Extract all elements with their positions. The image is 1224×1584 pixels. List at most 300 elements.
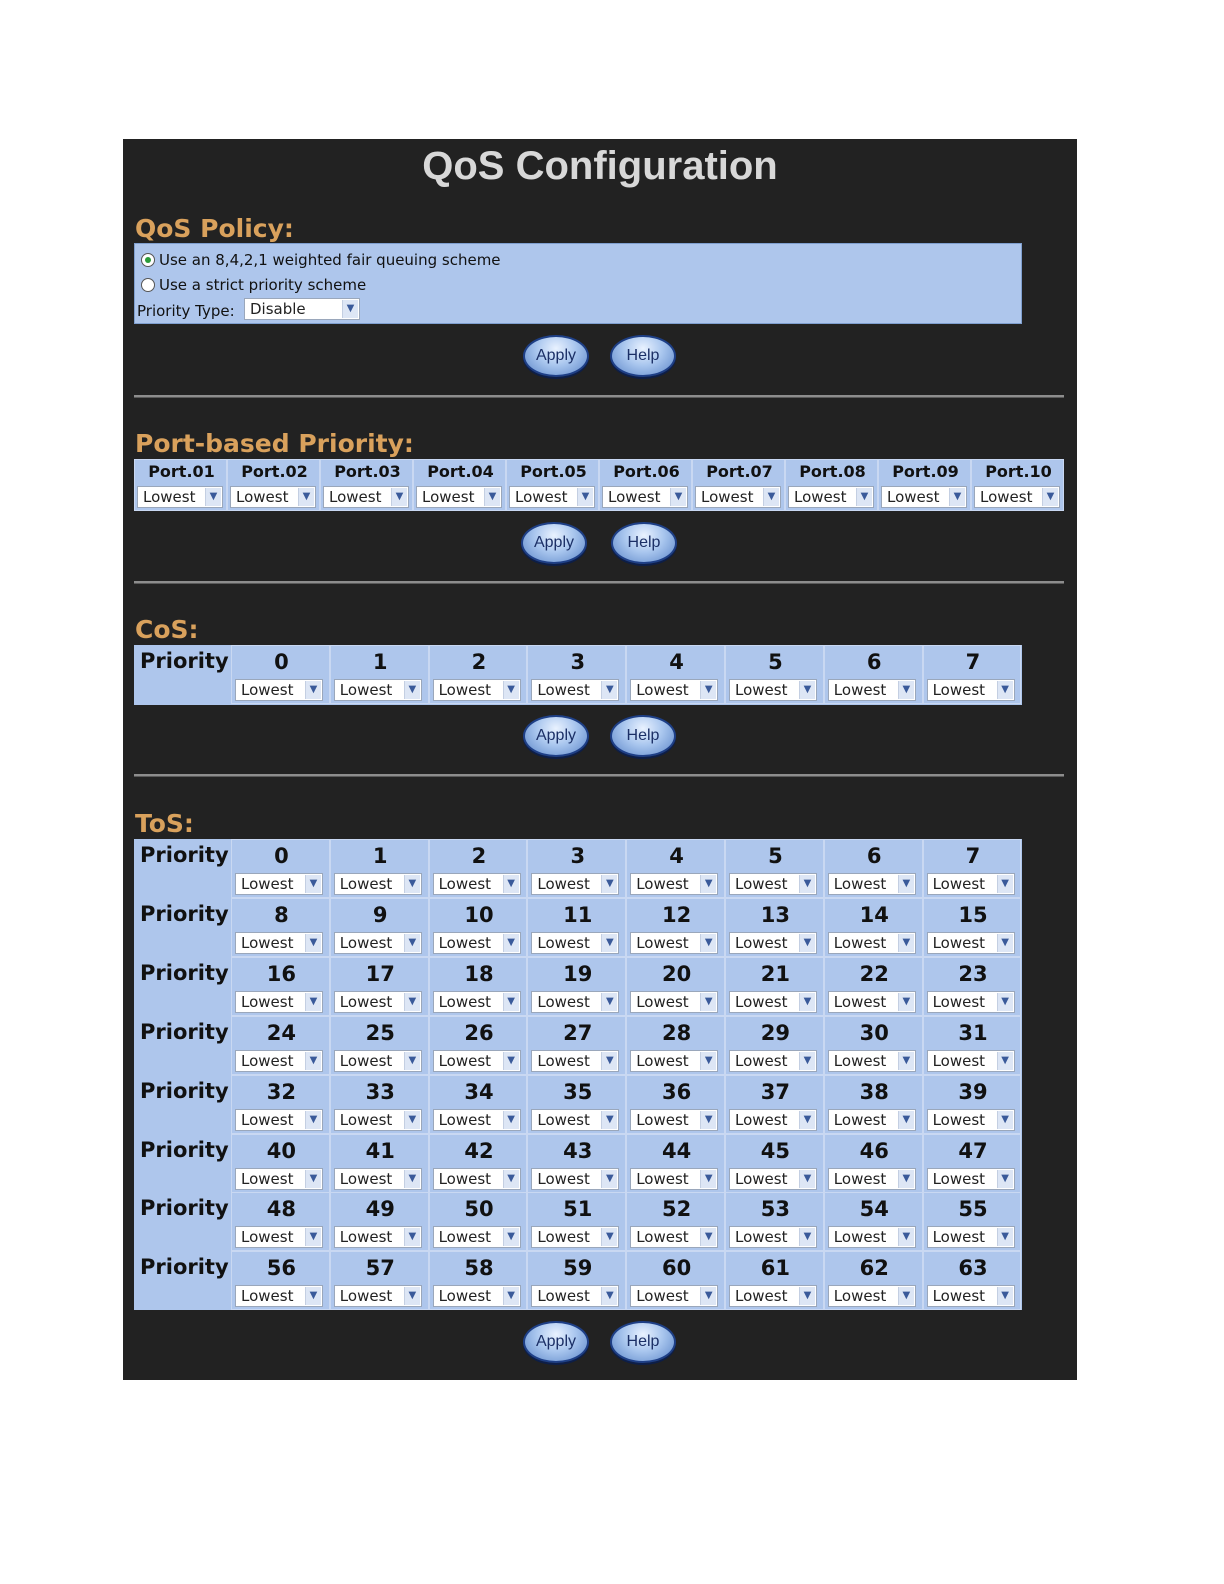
priority-cell xyxy=(626,645,725,704)
priority-select[interactable] xyxy=(235,873,323,895)
chevron-down-icon: ▼ xyxy=(670,488,686,506)
chevron-down-icon: ▼ xyxy=(700,934,716,952)
chevron-down-icon: ▼ xyxy=(997,934,1013,952)
priority-header: 57 xyxy=(365,1256,395,1281)
priority-select[interactable] xyxy=(531,1109,619,1131)
select-value: Lowest xyxy=(932,681,986,699)
chevron-down-icon: ▼ xyxy=(342,300,358,318)
priority-header: 16 xyxy=(266,961,297,986)
priority-select[interactable] xyxy=(235,1050,323,1072)
chevron-down-icon: ▼ xyxy=(404,1228,420,1246)
select-value: Lowest xyxy=(932,875,986,893)
priority-select[interactable] xyxy=(630,679,718,701)
priority-cell xyxy=(725,1075,824,1134)
priority-row-label: Priority xyxy=(140,1019,229,1044)
priority-select[interactable] xyxy=(729,1109,817,1131)
priority-row-label: Priority xyxy=(140,1137,229,1162)
chevron-down-icon: ▼ xyxy=(601,875,617,893)
select-value: Lowest xyxy=(438,1287,492,1306)
priority-header: 7 xyxy=(965,844,981,868)
priority-header: 46 xyxy=(859,1138,889,1163)
priority-header: 5 xyxy=(768,844,783,868)
priority-select[interactable] xyxy=(235,679,323,701)
chevron-down-icon: ▼ xyxy=(763,488,779,506)
priority-cell xyxy=(824,839,923,898)
select-value: Lowest xyxy=(608,488,661,506)
chevron-down-icon: ▼ xyxy=(898,993,914,1011)
priority-row-label: Priority xyxy=(140,1196,229,1221)
priority-header: 52 xyxy=(661,1197,692,1222)
chevron-down-icon: ▼ xyxy=(898,1052,914,1070)
chevron-down-icon: ▼ xyxy=(391,488,407,506)
priority-select[interactable] xyxy=(531,679,619,701)
priority-cell xyxy=(330,898,429,957)
chevron-down-icon: ▼ xyxy=(898,1228,914,1246)
priority-header: 47 xyxy=(958,1138,988,1163)
chevron-down-icon: ▼ xyxy=(898,1287,914,1305)
select-value: Lowest xyxy=(438,1169,492,1188)
priority-header: 40 xyxy=(266,1138,297,1163)
priority-select[interactable] xyxy=(630,1168,718,1190)
select-value: Lowest xyxy=(241,1228,294,1247)
select-value: Lowest xyxy=(932,1228,986,1247)
wfq-radio[interactable] xyxy=(141,253,155,267)
chevron-down-icon: ▼ xyxy=(700,1287,716,1305)
priority-header: 54 xyxy=(859,1197,889,1222)
port-priority-select[interactable] xyxy=(230,486,316,508)
priority-header: 8 xyxy=(274,902,289,927)
port-priority-select[interactable] xyxy=(881,486,967,508)
port-cell xyxy=(878,459,971,511)
priority-cell xyxy=(527,645,626,704)
priority-select[interactable] xyxy=(927,991,1015,1013)
priority-select[interactable] xyxy=(630,1226,718,1248)
chevron-down-icon: ▼ xyxy=(1042,488,1058,506)
priority-cell xyxy=(429,1134,528,1193)
port-priority-select[interactable] xyxy=(416,486,502,508)
priority-select[interactable] xyxy=(531,1285,619,1307)
priority-header: 3 xyxy=(570,844,586,868)
chevron-down-icon: ▼ xyxy=(700,1170,716,1188)
priority-select[interactable] xyxy=(531,932,619,954)
chevron-down-icon: ▼ xyxy=(305,1287,321,1305)
priority-select[interactable] xyxy=(531,1168,619,1190)
priority-header: 58 xyxy=(464,1256,494,1281)
priority-select[interactable] xyxy=(828,932,916,954)
chevron-down-icon: ▼ xyxy=(799,1287,815,1305)
priority-header: 43 xyxy=(563,1138,593,1163)
select-value: Lowest xyxy=(537,1169,590,1188)
priority-row-label: Priority xyxy=(140,960,229,985)
select-value: Lowest xyxy=(636,1169,689,1188)
port-help-button[interactable]: Help xyxy=(611,522,677,564)
priority-select[interactable] xyxy=(334,873,422,895)
port-cell xyxy=(599,459,692,511)
port-cell xyxy=(785,459,878,511)
priority-select[interactable] xyxy=(334,1285,422,1307)
priority-cell xyxy=(725,957,824,1016)
chevron-down-icon: ▼ xyxy=(404,934,420,952)
chevron-down-icon: ▼ xyxy=(503,1170,519,1188)
priority-select[interactable] xyxy=(334,932,422,954)
priority-cell xyxy=(626,957,725,1016)
priority-select[interactable] xyxy=(531,991,619,1013)
chevron-down-icon: ▼ xyxy=(949,488,965,506)
select-value: Lowest xyxy=(438,992,492,1011)
priority-select[interactable] xyxy=(927,1226,1015,1248)
priority-cell xyxy=(626,1251,725,1310)
select-value: Lowest xyxy=(241,1169,294,1188)
priority-header: 22 xyxy=(859,961,889,986)
priority-row-label: Priority xyxy=(140,901,229,926)
priority-select[interactable] xyxy=(828,1050,916,1072)
port-header: Port.05 xyxy=(520,462,587,481)
priority-select[interactable] xyxy=(235,1226,323,1248)
chevron-down-icon: ▼ xyxy=(601,681,617,699)
priority-select[interactable] xyxy=(235,1285,323,1307)
priority-header: 9 xyxy=(372,902,388,927)
priority-select[interactable] xyxy=(433,1285,521,1307)
chevron-down-icon: ▼ xyxy=(601,1228,617,1246)
priority-row-label: Priority xyxy=(140,649,229,673)
policy-help-button[interactable]: Help xyxy=(610,335,676,377)
priority-cell xyxy=(626,898,725,957)
priority-cell xyxy=(231,898,330,957)
priority-header: 55 xyxy=(958,1197,988,1222)
priority-header: 1 xyxy=(372,844,388,868)
select-value: Lowest xyxy=(833,992,887,1011)
priority-cell xyxy=(923,1192,1022,1251)
priority-header: 0 xyxy=(274,650,289,674)
strict-radio[interactable] xyxy=(141,278,155,292)
chevron-down-icon: ▼ xyxy=(898,934,914,952)
priority-cell xyxy=(330,1075,429,1134)
priority-cell xyxy=(626,1075,725,1134)
priority-header: 23 xyxy=(958,961,988,986)
port-header: Port.09 xyxy=(892,462,959,481)
priority-select[interactable] xyxy=(433,932,521,954)
select-value: Lowest xyxy=(636,681,689,699)
priority-header: 7 xyxy=(965,650,981,674)
select-value: Lowest xyxy=(794,488,847,506)
priority-select[interactable] xyxy=(927,1050,1015,1072)
priority-cell xyxy=(527,1251,626,1310)
select-value: Lowest xyxy=(241,1287,294,1306)
priority-select[interactable] xyxy=(433,1226,521,1248)
priority-select[interactable] xyxy=(927,1285,1015,1307)
port-priority-select[interactable] xyxy=(323,486,409,508)
select-value: Lowest xyxy=(980,488,1033,506)
select-value: Lowest xyxy=(515,488,568,506)
priority-header: 14 xyxy=(859,902,889,927)
priority-select[interactable] xyxy=(630,873,718,895)
priority-header: 17 xyxy=(365,961,395,986)
policy-option-strict[interactable] xyxy=(141,274,366,296)
chevron-down-icon: ▼ xyxy=(305,875,321,893)
priority-header: 6 xyxy=(866,650,882,674)
chevron-down-icon: ▼ xyxy=(898,1170,914,1188)
chevron-down-icon: ▼ xyxy=(997,1228,1013,1246)
priority-select[interactable] xyxy=(828,679,916,701)
select-value: Lowest xyxy=(636,1110,689,1129)
priority-header: 59 xyxy=(563,1256,593,1281)
priority-select[interactable] xyxy=(235,991,323,1013)
priority-select[interactable] xyxy=(729,991,817,1013)
priority-header: 11 xyxy=(563,902,593,927)
priority-cell xyxy=(527,1075,626,1134)
priority-select[interactable] xyxy=(433,679,521,701)
priority-select[interactable] xyxy=(927,1168,1015,1190)
priority-select[interactable] xyxy=(334,679,422,701)
select-value: Lowest xyxy=(236,488,289,506)
priority-select[interactable] xyxy=(630,1050,718,1072)
priority-cell xyxy=(824,957,923,1016)
priority-cell xyxy=(330,1016,429,1075)
port-cell xyxy=(320,459,413,511)
select-value: Lowest xyxy=(339,1169,393,1188)
priority-header: 63 xyxy=(958,1256,988,1281)
priority-cell xyxy=(824,1192,923,1251)
priority-cell xyxy=(231,1251,330,1310)
priority-select[interactable] xyxy=(235,932,323,954)
priority-select[interactable] xyxy=(531,873,619,895)
priority-select[interactable] xyxy=(630,1109,718,1131)
priority-select[interactable] xyxy=(334,991,422,1013)
select-value: Lowest xyxy=(735,992,788,1011)
select-value: Lowest xyxy=(422,488,475,506)
priority-select[interactable] xyxy=(927,679,1015,701)
chevron-down-icon: ▼ xyxy=(601,1287,617,1305)
port-priority-select[interactable] xyxy=(602,486,688,508)
priority-select[interactable] xyxy=(433,1168,521,1190)
priority-select[interactable] xyxy=(729,679,817,701)
select-value: Lowest xyxy=(339,1110,393,1129)
select-value: Lowest xyxy=(735,875,788,893)
chevron-down-icon: ▼ xyxy=(503,875,519,893)
priority-type-select[interactable] xyxy=(244,298,360,320)
priority-cell xyxy=(923,1075,1022,1134)
chevron-down-icon: ▼ xyxy=(404,1287,420,1305)
port-cell xyxy=(692,459,785,511)
chevron-down-icon: ▼ xyxy=(503,1052,519,1070)
tos-apply-button[interactable]: Apply xyxy=(523,1321,589,1363)
priority-cell xyxy=(330,839,429,898)
priority-cell xyxy=(429,1251,528,1310)
select-value: Lowest xyxy=(537,1110,590,1129)
port-header: Port.01 xyxy=(148,462,215,481)
priority-cell xyxy=(231,1075,330,1134)
port-apply-button[interactable]: Apply xyxy=(521,522,587,564)
chevron-down-icon: ▼ xyxy=(305,934,321,952)
priority-select[interactable] xyxy=(433,1050,521,1072)
chevron-down-icon: ▼ xyxy=(205,488,221,506)
chevron-down-icon: ▼ xyxy=(503,1287,519,1305)
chevron-down-icon: ▼ xyxy=(997,875,1013,893)
priority-select[interactable] xyxy=(729,932,817,954)
priority-cell xyxy=(923,1134,1022,1193)
chevron-down-icon: ▼ xyxy=(601,1170,617,1188)
priority-select[interactable] xyxy=(531,1050,619,1072)
priority-cell xyxy=(330,1251,429,1310)
priority-select[interactable] xyxy=(828,1226,916,1248)
priority-header: 3 xyxy=(570,650,586,674)
priority-cell xyxy=(626,839,725,898)
priority-header: 42 xyxy=(464,1138,494,1163)
priority-cell xyxy=(330,645,429,704)
priority-cell xyxy=(626,1134,725,1193)
port-priority-select[interactable] xyxy=(509,486,595,508)
select-value: Lowest xyxy=(537,681,590,699)
priority-select[interactable] xyxy=(334,1109,422,1131)
priority-select[interactable] xyxy=(433,1109,521,1131)
priority-cell xyxy=(824,1134,923,1193)
select-value: Lowest xyxy=(339,992,393,1011)
policy-apply-button[interactable]: Apply xyxy=(523,335,589,377)
chevron-down-icon: ▼ xyxy=(404,1170,420,1188)
port-priority-select[interactable] xyxy=(137,486,223,508)
chevron-down-icon: ▼ xyxy=(305,681,321,699)
priority-cell xyxy=(527,898,626,957)
select-value: Lowest xyxy=(735,1287,788,1306)
chevron-down-icon: ▼ xyxy=(404,681,420,699)
select-value: Lowest xyxy=(438,1110,492,1129)
priority-header: 50 xyxy=(464,1197,494,1222)
priority-select[interactable] xyxy=(828,1285,916,1307)
chevron-down-icon: ▼ xyxy=(997,1170,1013,1188)
priority-select[interactable] xyxy=(630,932,718,954)
priority-cell xyxy=(824,1251,923,1310)
priority-header: 32 xyxy=(266,1079,297,1104)
chevron-down-icon: ▼ xyxy=(404,993,420,1011)
port-cell xyxy=(506,459,599,511)
chevron-down-icon: ▼ xyxy=(503,1228,519,1246)
chevron-down-icon: ▼ xyxy=(700,993,716,1011)
port-header: Port.03 xyxy=(334,462,401,481)
select-value: Lowest xyxy=(887,488,940,506)
chevron-down-icon: ▼ xyxy=(997,681,1013,699)
chevron-down-icon: ▼ xyxy=(799,1170,815,1188)
priority-header: 56 xyxy=(266,1256,297,1281)
priority-select[interactable] xyxy=(828,1109,916,1131)
select-value: Lowest xyxy=(833,1287,887,1306)
qos-config-panel xyxy=(123,139,1077,1380)
priority-select[interactable] xyxy=(334,1226,422,1248)
priority-select[interactable] xyxy=(828,991,916,1013)
chevron-down-icon: ▼ xyxy=(484,488,500,506)
priority-header: 13 xyxy=(760,902,791,927)
priority-row-label: Priority xyxy=(140,843,229,867)
strict-label: Use a strict priority scheme xyxy=(159,276,367,294)
priority-select[interactable] xyxy=(433,991,521,1013)
priority-cell xyxy=(725,1016,824,1075)
select-value: Lowest xyxy=(932,1110,986,1129)
priority-header: 28 xyxy=(661,1020,692,1045)
chevron-down-icon: ▼ xyxy=(997,993,1013,1011)
select-value: Lowest xyxy=(438,875,492,893)
priority-header: 21 xyxy=(760,961,791,986)
priority-header: 10 xyxy=(464,902,494,927)
port-priority-select[interactable] xyxy=(788,486,874,508)
chevron-down-icon: ▼ xyxy=(997,1052,1013,1070)
port-priority-select[interactable] xyxy=(695,486,781,508)
chevron-down-icon: ▼ xyxy=(799,993,815,1011)
select-value: Lowest xyxy=(636,1051,689,1070)
chevron-down-icon: ▼ xyxy=(700,1052,716,1070)
priority-header: 39 xyxy=(958,1079,988,1104)
priority-cell xyxy=(527,1134,626,1193)
priority-select[interactable] xyxy=(828,1168,916,1190)
select-value: Lowest xyxy=(438,933,492,952)
select-value: Lowest xyxy=(932,1287,986,1306)
priority-header: 18 xyxy=(464,961,494,986)
port-priority-select[interactable] xyxy=(974,486,1060,508)
port-header: Port.02 xyxy=(241,462,308,481)
priority-select[interactable] xyxy=(531,1226,619,1248)
priority-cell xyxy=(429,957,528,1016)
select-value: Lowest xyxy=(241,875,294,893)
priority-header: 2 xyxy=(471,844,487,868)
priority-select[interactable] xyxy=(927,873,1015,895)
select-value: Lowest xyxy=(833,681,887,699)
priority-select[interactable] xyxy=(334,1050,422,1072)
select-value: Lowest xyxy=(241,681,294,699)
priority-select[interactable] xyxy=(927,1109,1015,1131)
priority-cell xyxy=(429,1192,528,1251)
priority-select[interactable] xyxy=(927,932,1015,954)
priority-cell xyxy=(231,1016,330,1075)
priority-select[interactable] xyxy=(334,1168,422,1190)
priority-select[interactable] xyxy=(433,873,521,895)
chevron-down-icon: ▼ xyxy=(601,993,617,1011)
priority-header: 36 xyxy=(661,1079,692,1104)
tos-table xyxy=(134,839,1022,1310)
priority-select[interactable] xyxy=(630,991,718,1013)
cos-help-button[interactable]: Help xyxy=(610,715,676,757)
priority-header: 49 xyxy=(365,1197,395,1222)
policy-option-wfq[interactable] xyxy=(141,249,501,271)
priority-select[interactable] xyxy=(729,1226,817,1248)
priority-select[interactable] xyxy=(729,1050,817,1072)
select-value: Lowest xyxy=(636,1228,689,1247)
chevron-down-icon: ▼ xyxy=(799,1052,815,1070)
select-value: Lowest xyxy=(438,681,492,699)
select-value: Lowest xyxy=(735,1051,788,1070)
select-value: Lowest xyxy=(833,1169,887,1188)
select-value: Lowest xyxy=(339,681,393,699)
chevron-down-icon: ▼ xyxy=(898,875,914,893)
tos-help-button[interactable]: Help xyxy=(610,1321,676,1363)
priority-select[interactable] xyxy=(828,873,916,895)
priority-select[interactable] xyxy=(729,873,817,895)
chevron-down-icon: ▼ xyxy=(404,1111,420,1129)
chevron-down-icon: ▼ xyxy=(404,1052,420,1070)
priority-select[interactable] xyxy=(729,1168,817,1190)
priority-header: 27 xyxy=(563,1020,593,1045)
select-value: Lowest xyxy=(735,933,788,952)
priority-select[interactable] xyxy=(235,1168,323,1190)
priority-select[interactable] xyxy=(630,1285,718,1307)
priority-select[interactable] xyxy=(729,1285,817,1307)
priority-header: 5 xyxy=(768,650,783,674)
priority-select[interactable] xyxy=(235,1109,323,1131)
priority-cell xyxy=(527,1192,626,1251)
priority-cell xyxy=(429,898,528,957)
cos-apply-button[interactable]: Apply xyxy=(523,715,589,757)
priority-header: 31 xyxy=(958,1020,988,1045)
chevron-down-icon: ▼ xyxy=(601,1111,617,1129)
chevron-down-icon: ▼ xyxy=(503,681,519,699)
priority-cell xyxy=(725,1134,824,1193)
